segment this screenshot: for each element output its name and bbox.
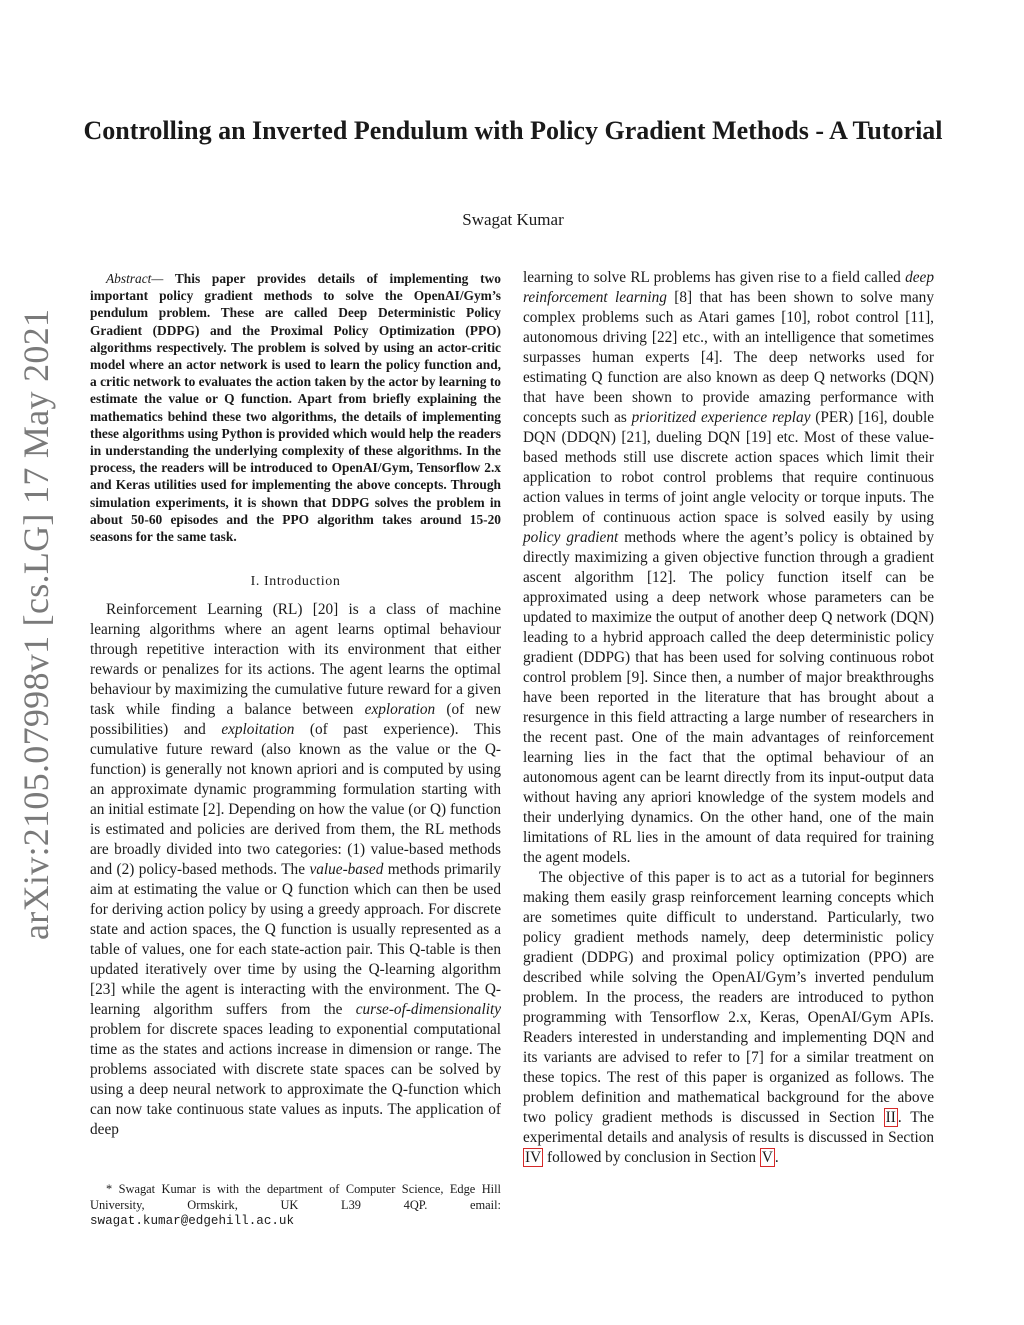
intro-paragraph-continued [523, 268, 934, 868]
section-heading-introduction: I. Introduction [250, 574, 341, 589]
author-name: Swagat Kumar [462, 210, 564, 229]
abstract-text: This paper provides details of implementing two important policy gradient methods to solve the OpenAI/Gym’s pendulum problem. These are called Deep Deterministic Policy Gradient (DDPG) and the Proximal Policy Optimization (PPO) algorithms respectively. The problem is solved by using an actor-critic model where an actor network is used to learn the policy function and, a critic network to evaluates the action taken by the actor by learning to estimate the value or Q function. Apart from briefly explaining the mathematics behind these two algorithms, the details of implementing these algorithms using Python is provided which would help the readers in understanding the underlying complexity of these algorithms. In the process, the readers will be introduced to OpenAI/Gym, Tensorflow 2.x and Keras utilities used for implementing the above concepts. Through simulation experiments, it is shown that DDPG solves the problem in about 50-60 episodes and the PPO algorithm takes around 15-20 seasons for the same task. [90, 271, 501, 545]
footnote-text: * Swagat Kumar is with the department of Computer Science, Edge Hill University, Ormskirk, UK L39 4QP. email: [90, 1182, 501, 1212]
text-run: [8] that has been shown to solve many complex problems such as Atari games [10], robot control [11], autonomous driving [22] etc., with an intelligence that sometimes surpasses human experts [4]. The deep networks used for estimating Q function are also known as deep Q networks (DQN) that have been shown to provide amazing performance with concepts such as [523, 289, 934, 426]
emphasis-curse: curse-of-dimensionality [355, 1001, 501, 1018]
author-email-link[interactable]: swagat.kumar@edgehill.ac.uk [90, 1214, 295, 1228]
abstract [90, 270, 501, 545]
emphasis-policy-gradient: policy gradient [523, 529, 619, 546]
text-run: learning to solve RL problems has given rise to a field called [523, 269, 906, 286]
emphasis-exploitation: exploitation [221, 721, 295, 738]
emphasis-exploration: exploration [364, 701, 436, 718]
text-run: followed by conclusion in Section [543, 1149, 760, 1166]
intro-paragraph-1 [90, 600, 501, 1140]
footnote [90, 1182, 501, 1230]
text-run: The objective of this paper is to act as a tutorial for beginners making them easily grasp reinforcement learning concepts which are sometimes quite difficult to understand. Particularly, two policy gradient methods namely, deep deterministic policy gradient (DDPG) and proximal policy optimization (PPO) are described while solving the OpenAI/Gym’s inverted pendulum problem. In the process, the readers are introduced to python programming with Tensorflow 2.x, Keras, OpenAI/Gym APIs. Readers interested in understanding and implementing DQN and its variants are advised to refer to [7] for a similar treatment on these topics. The rest of this paper is organized as follows. The problem definition and mathematical background for the above two policy gradient methods is discussed in Section [523, 869, 934, 1126]
text-run: . [774, 1149, 779, 1166]
text-run: (of new possibilities) and [90, 701, 501, 738]
text-run: (PER) [16], double DQN (DDQN) [21], dueling DQN [19] etc. Most of these value-based methods still use discrete action spaces which limit their application to robot control problems that require continuous action values in terms of joint angle velocity or torque inputs. The problem of continuous action space is solved easily by using [523, 409, 934, 526]
arxiv-identifier-text: arXiv:2105.07998v1 [cs.LG] 17 May 2021 [16, 308, 56, 940]
text-run: . The experimental details and analysis of results is discussed in Section [523, 1109, 934, 1146]
text-run: (of past experience). This cumulative future reward (also known as the value or the Q-function) is generally not known apriori and is computed by using an approximate dynamic programming formulation starting with an initial estimate [2]. Depending on how the value (or Q) function is estimated and policies are derived from them, the RL methods are broadly divided into two categories: (1) value-based methods and (2) policy-based methods. The [90, 721, 501, 878]
text-run: methods where the agent’s policy is obtained by directly maximizing a given objective function through a gradient ascent algorithm [12]. The policy function itself can be approximated using a deep network whose parameters can be updated to maximize the output of another deep Q network (DQN) leading to a hybrid approach called the deep deterministic policy gradient (DDPG) that has been used for solving continuous robot control problem [9]. Since then, a number of major breakthroughs have been reported in the literature that has brought about a resurgence in this field attracting a large number of researchers in the recent past. One of the main advantages of reinforcement learning lies in the fact that the optimal behaviour of an autonomous agent can be learnt directly from its input-output data without having any apriori knowledge of the system models and their underlying dynamics. On the other hand, one of the main limitations of RL lies in the amount of data required for training the agent models. [523, 529, 934, 866]
intro-paragraph-2 [523, 868, 934, 1168]
text-run: methods primarily aim at estimating the value or Q function which can then be used for deriving action policy by using a greedy approach. For discrete state and action spaces, the Q function is usually represented as a table of values, one for each state-action pair. This Q-table is then updated iteratively over time by using the Q-learning algorithm [23] while the agent is interacting with the environment. The Q-learning algorithm suffers from the [90, 861, 501, 1018]
emphasis-value-based: value-based [309, 861, 384, 878]
text-run: problem for discrete spaces leading to exponential computational time as the states and actions increase in dimension or range. The problems associated with discrete state spaces can be solved by using a deep neural network to approximate the Q-function which can now take continuous state values as inputs. The application of deep [90, 1021, 501, 1138]
paper-title: Controlling an Inverted Pendulum with Policy Gradient Methods - A Tutorial [83, 116, 943, 145]
right-column-body [523, 268, 934, 1168]
text-run: Reinforcement Learning (RL) [20] is a class of machine learning algorithms where an agent learns optimal behaviour through repetitive interaction with its environment that either rewards or penalizes for its actions. The agent learns the optimal behaviour by maximizing the cumulative future reward for a given task while finding a balance between [90, 601, 501, 718]
left-column-body [90, 600, 501, 1140]
emphasis-per: prioritized experience replay [631, 409, 811, 426]
section-ref-link-iv[interactable]: IV [525, 1149, 542, 1166]
abstract-lead: Abstract— [106, 271, 164, 286]
section-ref-link-ii[interactable]: II [885, 1109, 896, 1126]
section-ref-link-v[interactable]: V [761, 1149, 773, 1166]
emphasis-deep-rl: deep reinforcement learning [523, 269, 934, 306]
